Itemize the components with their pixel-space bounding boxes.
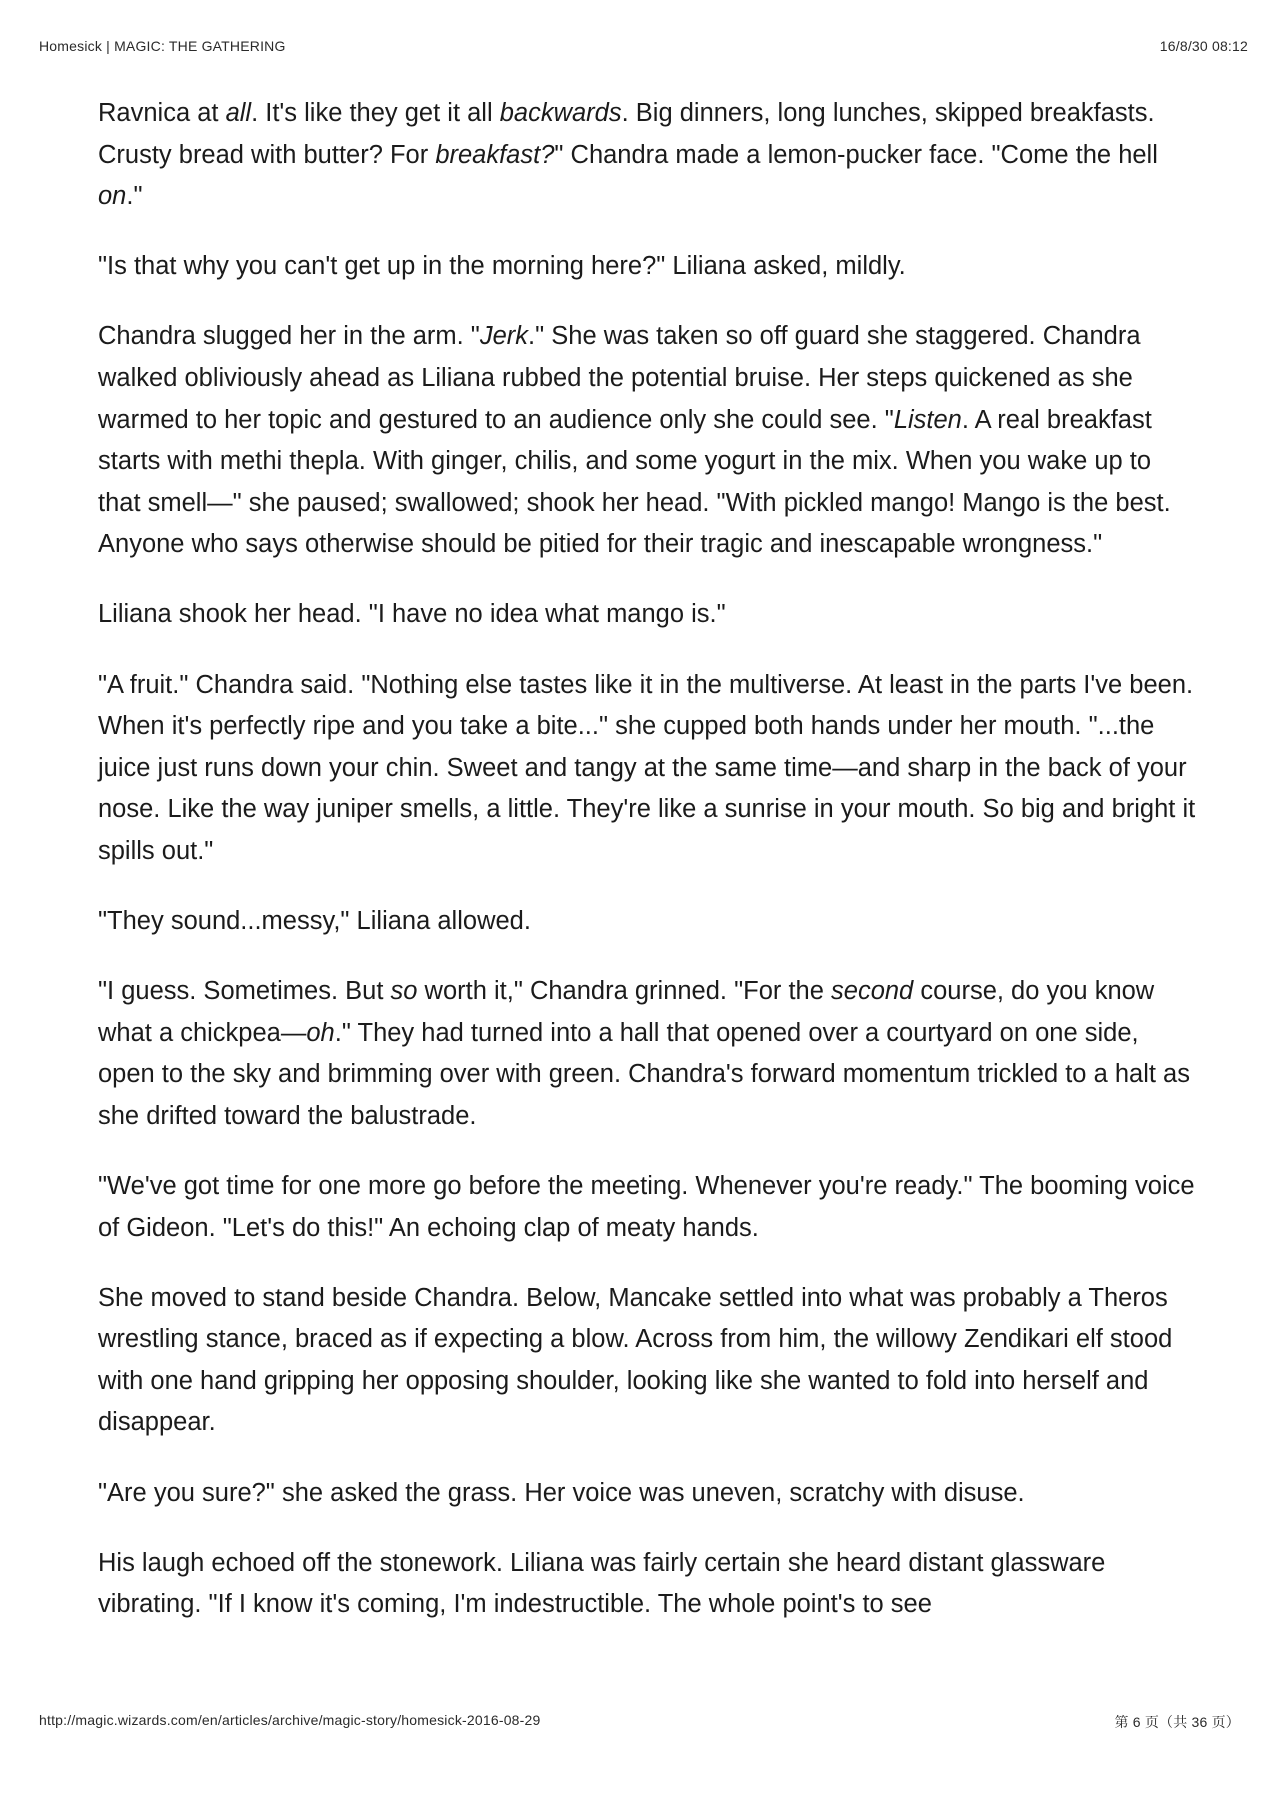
paragraph-10: "Are you sure?" she asked the grass. Her voice was uneven, scratchy with disuse.	[98, 1478, 1025, 1507]
paragraph-4: Liliana shook her head. "I have no idea what mango is."	[98, 600, 726, 629]
page-number: 第 6 页（共 36 页）	[1114, 1714, 1240, 1730]
paragraph-9: She moved to stand beside Chandra. Below, Mancake settled into what was probably a Theros wrestling stance, braced as if expecting a blow. Across from him, the willowy Zendikari elf stood with one hand gripping her opposing shoulder, looking like she wanted to fold into herself and disappear.	[98, 1283, 1173, 1437]
paragraph-2: "Is that why you can't get up in the morning here?" Liliana asked, mildly.	[98, 252, 906, 281]
paragraph-11: His laugh echoed off the stonework. Liliana was fairly certain she heard distant glassware vibrating. "If I know it's coming, I'm indestructible. The whole point's to see	[98, 1548, 1106, 1619]
paragraph-1: Ravnica at all. It's like they get it all backwards. Big dinners, long lunches, skipped breakfasts. Crusty bread with butter? For breakfast?" Chandra made a lemon-pucker face. "Come the hell on."	[98, 99, 1158, 211]
print-datetime: 16/8/30 08:12	[1159, 38, 1248, 54]
paragraph-3: Chandra slugged her in the arm. "Jerk." She was taken so off guard she staggered. Chandra walked obliviously ahead as Liliana rubbed the potential bruise. Her steps quickened as she warmed to her topic and gestured to an audience only she could see. "Listen. A real breakfast starts with methi thepla. With ginger, chilis, and some yogurt in the mix. When you wake up to that smell—" she paused; swallowed; shook her head. "With pickled mango! Mango is the best. Anyone who says otherwise should be pitied for their tragic and inescapable wrongness."	[98, 322, 1171, 559]
paragraph-8: "We've got time for one more go before the meeting. Whenever you're ready." The booming voice of Gideon. "Let's do this!" An echoing clap of meaty hands.	[98, 1171, 1195, 1242]
paragraph-5: "A fruit." Chandra said. "Nothing else tastes like it in the multiverse. At least in the parts I've been. When it's perfectly ripe and you take a bite..." she cupped both hands under her mouth. "...the juice just runs down your chin. Sweet and tangy at the same time—and sharp in the back of your nose. Like the way juniper smells, a little. They're like a sunrise in your mouth. So big and bright it spills out."	[98, 670, 1196, 865]
paragraph-6: "They sound...messy," Liliana allowed.	[98, 907, 531, 935]
paragraph-7: "I guess. Sometimes. But so worth it," Chandra grinned. "For the second course, do you know what a chickpea—oh." They had turned into a hall that opened over a courtyard on one side, open to the sky and brimming over with green. Chandra's forward momentum trickled to a halt as she drifted toward the balustrade.	[98, 977, 1190, 1130]
document-title: Homesick | MAGIC: THE GATHERING	[39, 38, 286, 54]
story-text	[98, 93, 1198, 1654]
source-url[interactable]: http://magic.wizards.com/en/articles/archive/magic-story/homesick-2016-08-29	[39, 1712, 541, 1728]
